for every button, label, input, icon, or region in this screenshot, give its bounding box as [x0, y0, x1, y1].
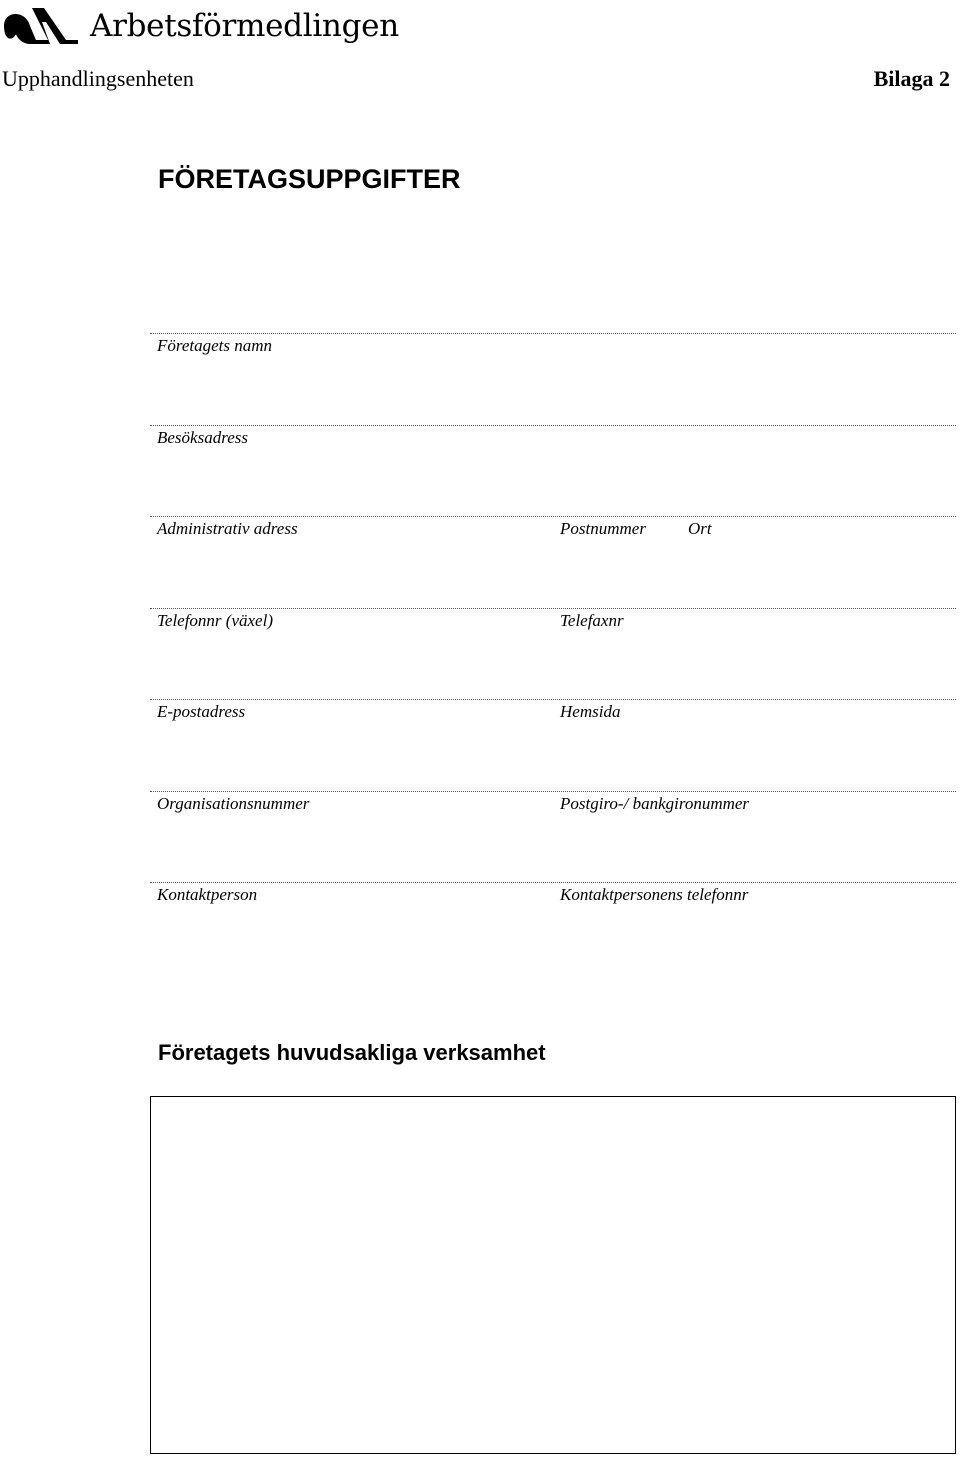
- field-label-contact-phone: Kontaktpersonens telefonnr: [560, 885, 749, 904]
- organization-name: Arbetsförmedlingen: [90, 8, 399, 44]
- field-label-phone: Telefonnr (växel): [157, 611, 273, 630]
- field-row-contact[interactable]: [150, 882, 956, 923]
- logo: [2, 2, 399, 46]
- department-name: Upphandlingsenheten: [2, 66, 194, 91]
- main-activity-textbox[interactable]: [150, 1096, 956, 1454]
- field-row-phone[interactable]: [150, 608, 956, 649]
- field-label-org-number: Organisationsnummer: [157, 794, 310, 813]
- field-label-visiting-address: Besöksadress: [157, 428, 248, 447]
- field-row-company-name[interactable]: [150, 333, 956, 374]
- field-label-contact-person: Kontaktperson: [157, 885, 258, 904]
- field-label-administrative-address: Administrativ adress: [157, 519, 298, 538]
- arbetsformedlingen-logo-icon: [2, 4, 80, 44]
- field-row-email[interactable]: [150, 699, 956, 740]
- field-label-website: Hemsida: [560, 702, 621, 721]
- field-row-address[interactable]: [150, 516, 956, 557]
- page-title: FÖRETAGSUPPGIFTER: [158, 164, 461, 194]
- field-row-org-number[interactable]: [150, 791, 956, 832]
- attachment-label: Bilaga 2: [873, 66, 950, 91]
- field-label-city: Ort: [688, 519, 712, 538]
- field-label-company-name: Företagets namn: [157, 336, 273, 355]
- field-label-giro-number: Postgiro-/ bankgironummer: [560, 794, 750, 813]
- section-title-main-activity: Företagets huvudsakliga verksamhet: [158, 1040, 546, 1065]
- field-label-email: E-postadress: [157, 702, 246, 721]
- field-label-postal-code: Postnummer: [560, 519, 646, 538]
- field-label-fax: Telefaxnr: [560, 611, 624, 630]
- field-row-visiting-address[interactable]: [150, 425, 956, 466]
